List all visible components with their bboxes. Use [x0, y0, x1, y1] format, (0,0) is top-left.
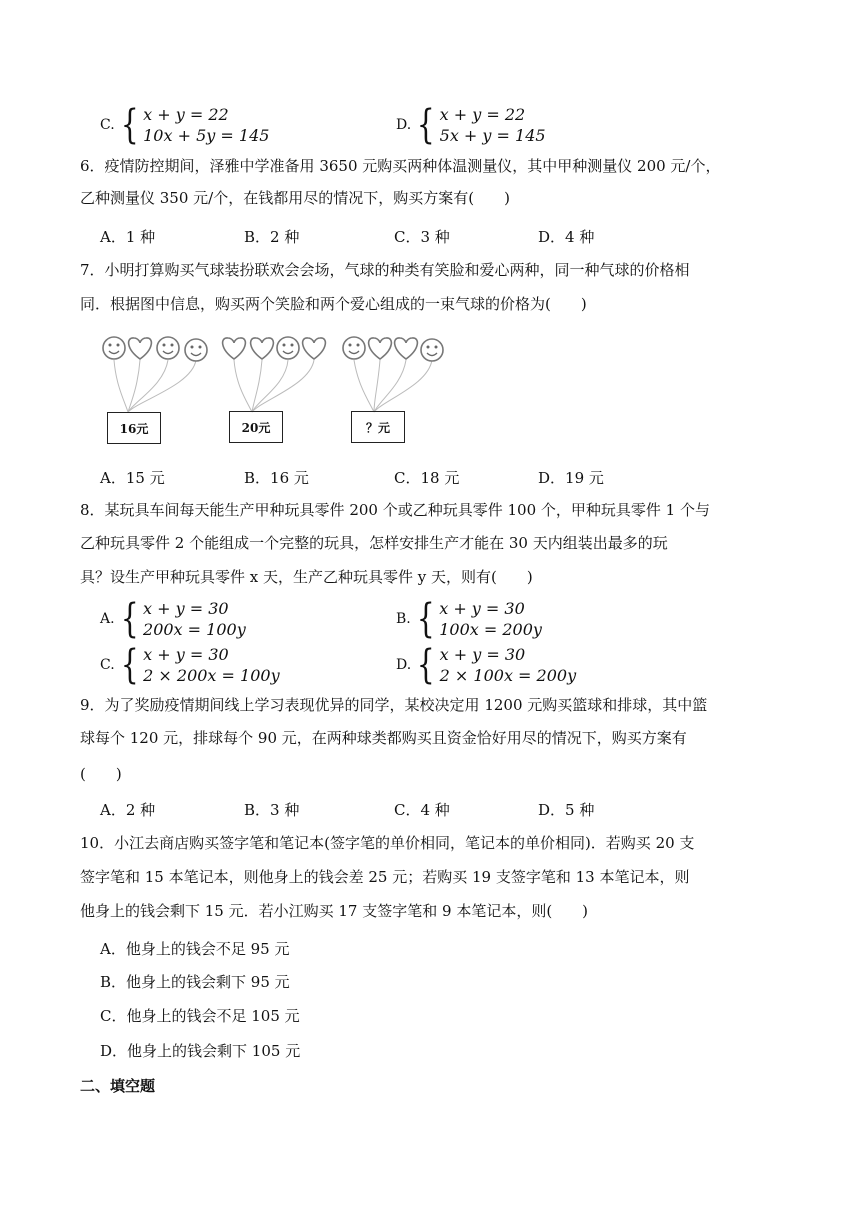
option-label: C. [100, 117, 115, 133]
equation: x + y = 30 [143, 599, 229, 618]
equation: 100x = 200y [439, 620, 542, 639]
q6-text-line1: 6．疫情防控期间，泽雅中学准备用 3650 元购买两种体温测量仪，其中甲种测量仪 200 元/个， [80, 157, 721, 175]
equation: 5x + y = 145 [439, 126, 546, 145]
brace: { [417, 642, 435, 688]
q8-text-line2: 乙种玩具零件 2 个能组成一个完整的玩具，怎样安排生产才能在 30 天内组装出最多的玩 [80, 534, 668, 552]
equation: x + y = 30 [439, 599, 525, 618]
brace: { [417, 102, 435, 148]
q10-option-c[interactable]: C．他身上的钱会不足 105 元 [100, 1007, 300, 1025]
equation: 2 × 100x = 200y [439, 666, 577, 685]
brace: { [416, 596, 435, 642]
q9-option-b[interactable]: B．3 种 [244, 801, 300, 819]
equation: x + y = 30 [439, 645, 526, 664]
equation: 2 × 200x = 100y [143, 666, 280, 685]
brace: { [120, 642, 139, 688]
option-label: C. [100, 657, 115, 673]
q8-text-line1: 8．某玩具车间每天能生产甲种玩具零件 200 个或乙种玩具零件 100 个，甲种玩具零件 1 个与 [80, 501, 710, 519]
q7-option-c[interactable]: C．18 元 [394, 469, 460, 487]
q9-text-line1: 9．为了奖励疫情期间线上学习表现优异的同学，某校决定用 1200 元购买篮球和排球，其中篮 [80, 696, 708, 714]
q6-option-b[interactable]: B．2 种 [244, 228, 300, 246]
price-box-1: 16元 [107, 412, 161, 444]
q8-option-c[interactable] [100, 644, 280, 686]
q10-option-d[interactable]: D．他身上的钱会剩下 105 元 [100, 1042, 301, 1060]
balloon-bunch-2 [223, 337, 326, 412]
q6-option-a[interactable]: A．1 种 [100, 228, 156, 246]
q8-option-b[interactable] [396, 598, 542, 640]
q8-text-line3: 具？设生产甲种玩具零件 x 天，生产乙种玩具零件 y 天，则有( ) [80, 568, 533, 586]
equation: x + y = 22 [439, 105, 526, 124]
q7-option-b[interactable]: B．16 元 [244, 469, 309, 487]
option-label: B. [396, 611, 411, 627]
q10-option-b[interactable]: B．他身上的钱会剩下 95 元 [100, 973, 290, 991]
q6-option-c[interactable]: C．3 种 [394, 228, 450, 246]
q9-option-a[interactable]: A．2 种 [100, 801, 156, 819]
price-box-2: 20元 [229, 411, 283, 443]
balloon-bunch-1 [103, 337, 207, 412]
q8-option-d[interactable] [396, 644, 576, 686]
q7-option-d[interactable]: D．19 元 [538, 469, 604, 487]
q6-text-line2: 乙种测量仪 350 元/个，在钱都用尽的情况下，购买方案有( ) [80, 189, 510, 207]
q5-option-d[interactable] [396, 104, 546, 146]
q9-option-d[interactable]: D．5 种 [538, 801, 595, 819]
brace: { [120, 102, 139, 148]
equation: x + y = 22 [143, 105, 229, 124]
option-label: A. [100, 611, 115, 627]
q7-option-a[interactable]: A．15 元 [100, 469, 165, 487]
q7-text-line2: 同．根据图中信息，购买两个笑脸和两个爱心组成的一束气球的价格为( ) [80, 295, 587, 313]
q6-option-d[interactable]: D．4 种 [538, 228, 595, 246]
option-label: D. [396, 117, 412, 133]
price-box-3: ？元 [351, 411, 405, 443]
equation: 10x + 5y = 145 [143, 126, 270, 145]
q5-option-c[interactable] [100, 104, 269, 146]
balloon-bunch-3 [343, 337, 443, 412]
q10-option-a[interactable]: A．他身上的钱会不足 95 元 [100, 940, 290, 958]
equation: x + y = 30 [143, 645, 229, 664]
q10-text-line2: 签字笔和 15 本笔记本，则他身上的钱会差 25 元；若购买 19 支签字笔和 13 本笔记本，则 [80, 868, 690, 886]
equation: 200x = 100y [143, 620, 246, 639]
brace: { [120, 596, 139, 642]
q9-text-line3: ( ) [80, 765, 122, 783]
q9-option-c[interactable]: C．4 种 [394, 801, 450, 819]
q10-text-line1: 10．小江去商店购买签字笔和笔记本(签字笔的单价相同，笔记本的单价相同)．若购买 20 支 [80, 834, 695, 852]
option-label: D. [396, 657, 412, 673]
q10-text-line3: 他身上的钱会剩下 15 元．若小江购买 17 支签字笔和 9 本笔记本，则( ) [80, 902, 589, 920]
q7-text-line1: 7．小明打算购买气球装扮联欢会会场，气球的种类有笑脸和爱心两种，同一种气球的价格相 [80, 261, 690, 279]
q9-text-line2: 球每个 120 元，排球每个 90 元，在两种球类都购买且资金恰好用尽的情况下，购买方案有 [80, 729, 687, 747]
section-heading: 二、填空题 [80, 1077, 156, 1095]
q8-option-a[interactable] [100, 598, 246, 640]
